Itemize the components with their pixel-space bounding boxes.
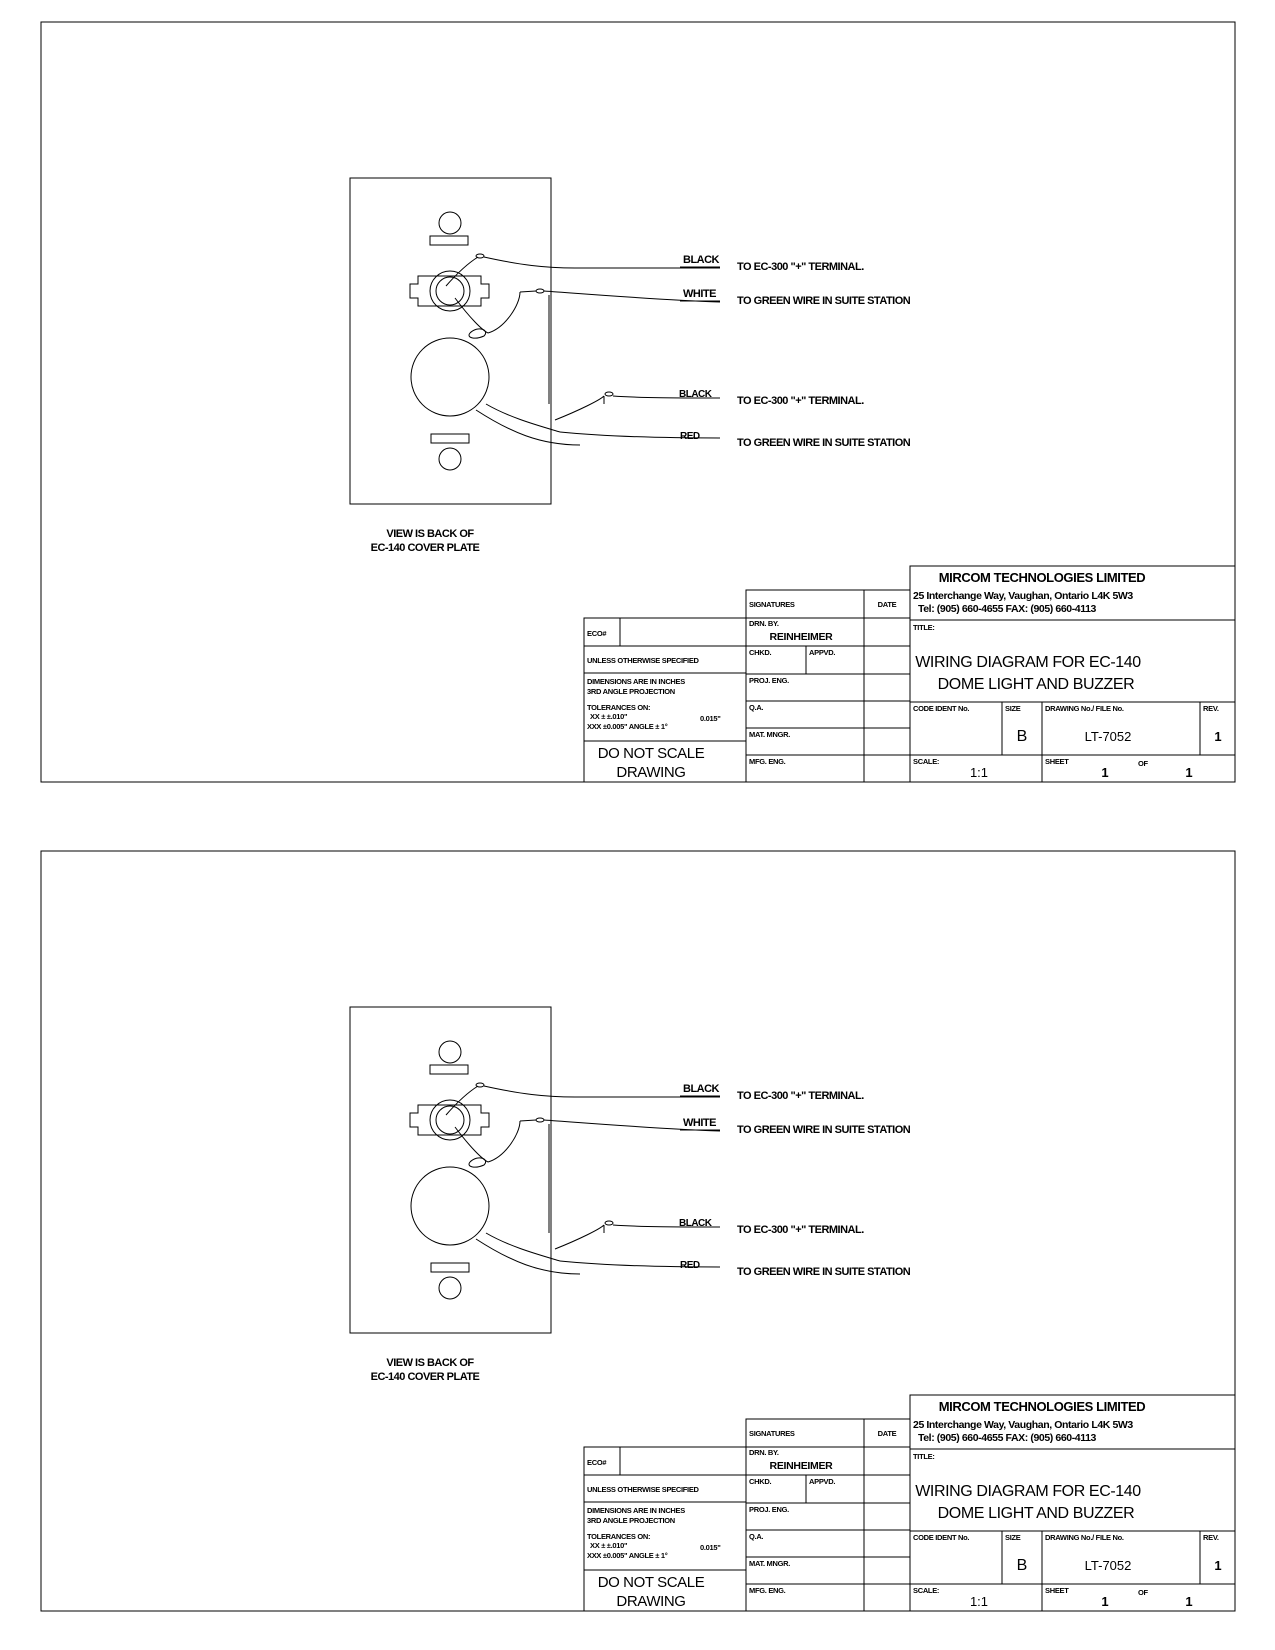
- drawing-title-line-1: WIRING DIAGRAM FOR EC-140: [915, 654, 1141, 671]
- wire-black-1-label: BLACK: [683, 1083, 719, 1095]
- drn-by-value: REINHEIMER: [769, 631, 833, 643]
- company-address: 25 Interchange Way, Vaughan, Ontario L4K 5W3: [913, 1419, 1133, 1431]
- projection-note: 3RD ANGLE PROJECTION: [587, 687, 675, 696]
- dimensions-note: DIMENSIONS ARE IN INCHES: [587, 677, 685, 686]
- buzzer: [411, 338, 489, 416]
- title-label: TITLE:: [913, 1452, 935, 1461]
- do-not-scale-line-1: DO NOT SCALE: [597, 1574, 705, 1591]
- mfg-eng-label: MFG. ENG.: [749, 757, 786, 766]
- wire-white-label: WHITE: [683, 288, 716, 300]
- drn-by-value: REINHEIMER: [769, 1460, 833, 1472]
- wire-black-1-label: BLACK: [683, 254, 719, 266]
- code-ident-label: CODE IDENT No.: [913, 704, 970, 713]
- eco-label: ECO#: [587, 629, 607, 638]
- drawing-sheet: [41, 22, 1235, 782]
- view-note-line-1: VIEW IS BACK OF: [386, 528, 474, 540]
- wire-red-label: RED: [680, 431, 700, 442]
- drawing-no-label: DRAWING No./ FILE No.: [1045, 704, 1124, 713]
- projection-note: 3RD ANGLE PROJECTION: [587, 1516, 675, 1525]
- rev-label: REV.: [1203, 1533, 1219, 1542]
- qa-label: Q.A.: [749, 1532, 764, 1541]
- tolerance-xxx: XXX ±0.005" ANGLE ± 1°: [587, 722, 668, 731]
- scale-value: 1:1: [969, 1594, 989, 1609]
- unless-specified: UNLESS OTHERWISE SPECIFIED: [587, 656, 699, 665]
- wire-black-1-dest: TO EC-300 "+" TERMINAL.: [737, 1090, 864, 1102]
- view-note-line-2: EC-140 COVER PLATE: [370, 1371, 480, 1383]
- view-note-line-1: VIEW IS BACK OF: [386, 1357, 474, 1369]
- title-block: [584, 1395, 1235, 1611]
- do-not-scale-line-2: DRAWING: [616, 764, 686, 781]
- tolerance-xxx: XXX ±0.005" ANGLE ± 1°: [587, 1551, 668, 1560]
- view-note: [371, 528, 480, 554]
- light-leads: [446, 1083, 720, 1167]
- of-value: 1: [1185, 765, 1193, 780]
- wire-labels: [679, 1083, 911, 1278]
- dome-light-socket: [410, 271, 489, 311]
- mat-mngr-label: MAT. MNGR.: [749, 730, 791, 739]
- signatures-label: SIGNATURES: [749, 600, 795, 609]
- qa-label: Q.A.: [749, 703, 764, 712]
- appvd-label: APPVD.: [809, 648, 836, 657]
- wire-labels: [679, 254, 911, 449]
- eco-label: ECO#: [587, 1458, 607, 1467]
- proj-eng-label: PROJ. ENG.: [749, 676, 789, 685]
- tolerance-xx-value: 0.015": [700, 714, 721, 723]
- size-value: B: [1016, 728, 1028, 745]
- company-phone: Tel: (905) 660-4655 FAX: (905) 660-4113: [918, 603, 1096, 615]
- drawing-sheet: [41, 851, 1235, 1611]
- mfg-eng-label: MFG. ENG.: [749, 1586, 786, 1595]
- sheet-value: 1: [1101, 765, 1109, 780]
- tolerance-xx: XX ± ±.010": [590, 1541, 628, 1550]
- top-screw-hole: [439, 1041, 461, 1063]
- do-not-scale-line-2: DRAWING: [616, 1593, 686, 1610]
- wire-red-dest: TO GREEN WIRE IN SUITE STATION: [737, 437, 911, 449]
- rev-label: REV.: [1203, 704, 1219, 713]
- company-address: 25 Interchange Way, Vaughan, Ontario L4K 5W3: [913, 590, 1133, 602]
- company-phone: Tel: (905) 660-4655 FAX: (905) 660-4113: [918, 1432, 1096, 1444]
- sheet-value: 1: [1101, 1594, 1109, 1609]
- of-label: OF: [1138, 1588, 1148, 1597]
- bottom-screw-hole: [439, 448, 461, 470]
- drawing-title-line-2: DOME LIGHT AND BUZZER: [937, 1505, 1135, 1522]
- wire-black-1-dest: TO EC-300 "+" TERMINAL.: [737, 261, 864, 273]
- cover-plate: [350, 1007, 551, 1333]
- scale-label: SCALE:: [913, 1586, 940, 1595]
- top-screw-hole: [439, 212, 461, 234]
- light-leads: [446, 254, 720, 338]
- date-label: DATE: [877, 1429, 897, 1438]
- of-label: OF: [1138, 759, 1148, 768]
- wire-white-dest: TO GREEN WIRE IN SUITE STATION: [737, 295, 911, 307]
- sheet-label: SHEET: [1045, 757, 1069, 766]
- drawing-no-value: LT-7052: [1084, 1558, 1132, 1573]
- chkd-label: CHKD.: [749, 648, 772, 657]
- scale-value: 1:1: [969, 765, 989, 780]
- cover-plate: [350, 178, 551, 504]
- size-label: SIZE: [1005, 704, 1021, 713]
- of-value: 1: [1185, 1594, 1193, 1609]
- bottom-mounting-slot: [431, 1263, 469, 1272]
- unless-specified: UNLESS OTHERWISE SPECIFIED: [587, 1485, 699, 1494]
- wire-white-label: WHITE: [683, 1117, 716, 1129]
- wire-red-label: RED: [680, 1260, 700, 1271]
- company-name: MIRCOM TECHNOLOGIES LIMITED: [938, 570, 1146, 585]
- bottom-screw-hole: [439, 1277, 461, 1299]
- appvd-label: APPVD.: [809, 1477, 836, 1486]
- rev-value: 1: [1214, 729, 1222, 744]
- wire-black-2-dest: TO EC-300 "+" TERMINAL.: [737, 395, 864, 407]
- cover-plate-outline: [350, 1007, 551, 1333]
- mat-mngr-label: MAT. MNGR.: [749, 1559, 791, 1568]
- bottom-mounting-slot: [431, 434, 469, 443]
- drawing-no-value: LT-7052: [1084, 729, 1132, 744]
- do-not-scale-line-1: DO NOT SCALE: [597, 745, 705, 762]
- drawing-no-label: DRAWING No./ FILE No.: [1045, 1533, 1124, 1542]
- rev-value: 1: [1214, 1558, 1222, 1573]
- tolerance-xx: XX ± ±.010": [590, 712, 628, 721]
- drn-by-label: DRN. BY.: [749, 619, 779, 628]
- wire-black-2-dest: TO EC-300 "+" TERMINAL.: [737, 1224, 864, 1236]
- drawing-title-line-1: WIRING DIAGRAM FOR EC-140: [915, 1483, 1141, 1500]
- view-note-line-2: EC-140 COVER PLATE: [370, 542, 480, 554]
- wire-black-2-label: BLACK: [679, 1218, 712, 1229]
- title-block: [584, 566, 1235, 782]
- company-name: MIRCOM TECHNOLOGIES LIMITED: [938, 1399, 1146, 1414]
- tolerances-label: TOLERANCES ON:: [587, 703, 651, 712]
- buzzer: [411, 1167, 489, 1245]
- wire-white-dest: TO GREEN WIRE IN SUITE STATION: [737, 1124, 911, 1136]
- cover-plate-outline: [350, 178, 551, 504]
- scale-label: SCALE:: [913, 757, 940, 766]
- tolerance-xx-value: 0.015": [700, 1543, 721, 1552]
- dome-light-socket: [410, 1100, 489, 1140]
- top-mounting-slot: [430, 1065, 468, 1074]
- title-label: TITLE:: [913, 623, 935, 632]
- size-value: B: [1016, 1557, 1028, 1574]
- drawing-title-line-2: DOME LIGHT AND BUZZER: [937, 676, 1135, 693]
- view-note: [371, 1357, 480, 1383]
- wire-black-2-label: BLACK: [679, 389, 712, 400]
- date-label: DATE: [877, 600, 897, 609]
- dimensions-note: DIMENSIONS ARE IN INCHES: [587, 1506, 685, 1515]
- drn-by-label: DRN. BY.: [749, 1448, 779, 1457]
- code-ident-label: CODE IDENT No.: [913, 1533, 970, 1542]
- signatures-label: SIGNATURES: [749, 1429, 795, 1438]
- wire-red-dest: TO GREEN WIRE IN SUITE STATION: [737, 1266, 911, 1278]
- chkd-label: CHKD.: [749, 1477, 772, 1486]
- proj-eng-label: PROJ. ENG.: [749, 1505, 789, 1514]
- tolerances-label: TOLERANCES ON:: [587, 1532, 651, 1541]
- sheet-label: SHEET: [1045, 1586, 1069, 1595]
- top-mounting-slot: [430, 236, 468, 245]
- size-label: SIZE: [1005, 1533, 1021, 1542]
